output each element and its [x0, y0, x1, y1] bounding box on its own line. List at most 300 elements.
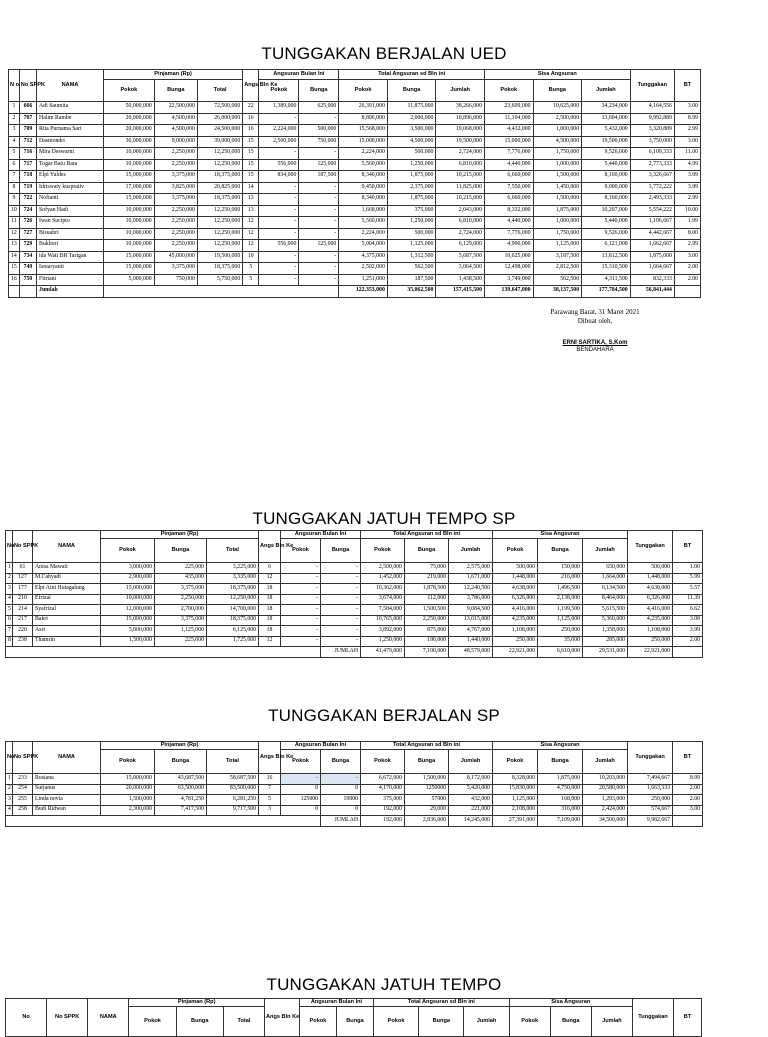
cell-total-angsuran-bunga: 2,000,000 — [387, 113, 436, 125]
cell-pinjaman-total: 18,375,000 — [197, 171, 242, 183]
col-bunga: Bunga — [154, 80, 197, 102]
total-total-angsuran-jumlah: 157,415,500 — [436, 286, 485, 298]
cell-pinjaman-bunga: 3,375,000 — [154, 263, 197, 275]
col-angsuran-bulan-ini: Angsuran Bulan Ini — [281, 531, 361, 539]
totals-row — [9, 286, 701, 298]
cell-angs-bln-ke: 12 — [243, 228, 259, 240]
cell-angsuran-pokok: 2,224,000 — [259, 125, 299, 137]
cell-row-nama: Halim Rambe — [37, 113, 104, 125]
cell-pinjaman-bunga: 63,500,000 — [155, 784, 207, 795]
totals-label: JUMLAH — [321, 647, 361, 658]
cell-pinjaman-bunga: 4,781,250 — [155, 795, 207, 806]
cell-sisa-bunga: 1,125,000 — [538, 615, 583, 626]
total-total-angsuran-bunga: 7,100,000 — [405, 647, 449, 658]
cell-row-no: 8 — [9, 182, 20, 194]
cell-row-nama: Rita Purnama Sari — [37, 125, 104, 137]
cell-angs-bln-ke: 15 — [243, 148, 259, 160]
cell-angsuran-pokok: - — [281, 605, 321, 616]
cell-sisa-bunga: 2,812,500 — [533, 263, 582, 275]
col-pinjaman: Pinjaman (Rp) — [101, 531, 259, 539]
cell-total-angsuran-jumlah: 9,084,500 — [449, 605, 493, 616]
cell-pinjaman-pokok: 3,000,000 — [101, 563, 155, 574]
cell-row-sppk: 734 — [19, 251, 36, 263]
cell-pinjaman-bunga: 2,250,000 — [154, 148, 197, 160]
cell-angs-bln-ke: 22 — [243, 102, 259, 114]
cell-pinjaman-bunga: 22,500,000 — [154, 102, 197, 114]
cell-sisa-bunga: 1,750,000 — [533, 228, 582, 240]
table-header — [6, 999, 702, 1037]
cell-sisa-bunga: 1,875,000 — [538, 774, 583, 785]
cell-pinjaman-total: 6,281,250 — [207, 795, 259, 806]
cell-angsuran-bunga: - — [321, 615, 361, 626]
col-sppk: No SPPK — [13, 742, 33, 774]
cell-sisa-pokok: 4,440,000 — [484, 217, 533, 229]
cell-row-nama: Iwan Sucipto — [37, 217, 104, 229]
cell-pinjaman-pokok: 15,000,000 — [101, 615, 155, 626]
cell-total-angsuran-pokok: 1,251,000 — [339, 274, 388, 286]
cell-sisa-pokok: 6,660,000 — [484, 171, 533, 183]
cell-sisa-jumlah: 650,000 — [583, 563, 628, 574]
col-nama: NAMA — [33, 531, 101, 563]
cell-pinjaman-total: 24,500,000 — [197, 125, 242, 137]
cell-pinjaman-pokok: 10,000,000 — [103, 240, 154, 252]
cell-angsuran-pokok: 556,000 — [259, 159, 299, 171]
cell-row-nama: Bakri — [33, 615, 101, 626]
cell-sisa-bunga: 250,000 — [538, 626, 583, 637]
cell-pinjaman-pokok: 10,000,000 — [103, 228, 154, 240]
cell-total-angsuran-bunga: 29,000 — [405, 805, 449, 816]
col-jumlah: Jumlah — [464, 1007, 509, 1037]
cell-sisa-jumlah: 1,293,000 — [583, 795, 628, 806]
cell-row-no: 13 — [9, 240, 20, 252]
cell-sisa-bunga: 168,000 — [538, 795, 583, 806]
cell-row-no: 16 — [9, 274, 20, 286]
cell-bt: 2.00 — [673, 636, 703, 647]
cell-row-sppk: 726 — [19, 217, 36, 229]
cell-tunggakan: 6,326,000 — [628, 594, 673, 605]
cell-angs-bln-ke: 18 — [259, 594, 281, 605]
cell-pinjaman-total: 12,250,000 — [197, 217, 242, 229]
cell-tunggakan: 3,772,222 — [630, 182, 674, 194]
cell-total-angsuran-jumlah: 3,064,500 — [436, 263, 485, 275]
signer-name: ERNI SARTIKA, S.Kom — [562, 339, 628, 346]
totals-row — [6, 816, 703, 827]
cell-total-angsuran-pokok: 15,568,000 — [339, 125, 388, 137]
cell-angsuran-bunga: 19000 — [321, 795, 361, 806]
cell-pinjaman-pokok: 15,000,000 — [101, 774, 155, 785]
cell-row-no: 15 — [9, 263, 20, 275]
cell-row-nama: Mira Deswarni — [37, 148, 104, 160]
cell-total-angsuran-jumlah: 10,215,000 — [436, 194, 485, 206]
cell-tunggakan: 3,326,667 — [630, 171, 674, 183]
cell-tunggakan: 2,493,333 — [630, 194, 674, 206]
col-pokok: Pokok — [129, 1007, 176, 1037]
total-sisa-bunga: 7,109,000 — [538, 816, 583, 827]
cell-bt: 3.99 — [674, 171, 700, 183]
col-total-angsuran: Total Angsuran sd Bln ini — [361, 531, 493, 539]
cell-bt: 3.00 — [673, 805, 703, 816]
cell-pinjaman-pokok: 30,000,000 — [103, 136, 154, 148]
cell-total-angsuran-pokok: 8,896,000 — [339, 113, 388, 125]
cell-angs-bln-ke: 18 — [259, 626, 281, 637]
cell-bt: 2.99 — [674, 125, 700, 137]
cell-empty — [673, 647, 703, 658]
cell-sisa-pokok: 11,104,000 — [484, 113, 533, 125]
cell-total-angsuran-pokok: 4,375,000 — [339, 251, 388, 263]
table-row — [6, 605, 703, 616]
cell-angsuran-bunga: - — [299, 113, 339, 125]
cell-sisa-pokok: 500,000 — [493, 563, 538, 574]
cell-sisa-pokok: 4,235,000 — [493, 615, 538, 626]
cell-pinjaman-bunga: 9,000,000 — [154, 136, 197, 148]
cell-total-angsuran-pokok: 3,674,000 — [361, 594, 405, 605]
cell-bt: 3.00 — [674, 251, 700, 263]
cell-row-no: 7 — [6, 626, 13, 637]
cell-sisa-bunga: 150,000 — [538, 563, 583, 574]
cell-pinjaman-bunga: 4,500,000 — [154, 125, 197, 137]
cell-sisa-jumlah: 5,440,000 — [582, 159, 631, 171]
table-row — [9, 228, 701, 240]
table-header — [6, 742, 703, 774]
cell-pinjaman-total: 19,500,000 — [197, 251, 242, 263]
col-nama: NAMA — [37, 70, 104, 102]
cell-row-nama: M.Cahyadi — [33, 573, 101, 584]
cell-angsuran-pokok: - — [259, 113, 299, 125]
cell-sisa-jumlah: 8,160,000 — [582, 194, 631, 206]
total-total-angsuran-bunga: 35,062,500 — [387, 286, 436, 298]
col-sisa-angsuran: Sisa Angsuran — [493, 742, 628, 750]
total-sisa-jumlah: 177,784,500 — [582, 286, 631, 298]
cell-total-angsuran-jumlah: 2,724,000 — [436, 148, 485, 160]
col-pokok: Pokok — [509, 1007, 550, 1037]
table-row — [6, 774, 703, 785]
table-header — [6, 531, 703, 563]
cell-row-sppk: 177 — [13, 584, 33, 595]
cell-sisa-jumlah: 10,207,000 — [582, 205, 631, 217]
cell-tunggakan: 1,448,000 — [628, 573, 673, 584]
cell-pinjaman-pokok: 10,000,000 — [103, 217, 154, 229]
col-no: N o — [9, 70, 20, 102]
cell-pinjaman-total: 18,375,000 — [207, 584, 259, 595]
section-title-jatuh-tempo-sp: TUNGGAKAN JATUH TEMPO SP — [252, 509, 516, 528]
cell-sisa-bunga: 35,000 — [538, 636, 583, 647]
table-row — [9, 148, 701, 160]
cell-sisa-jumlah: 20,580,000 — [583, 784, 628, 795]
cell-sisa-pokok: 3,749,000 — [484, 274, 533, 286]
cell-tunggakan: 1,663,333 — [628, 784, 673, 795]
cell-sisa-bunga: 1,199,500 — [538, 605, 583, 616]
cell-row-no: 4 — [6, 594, 13, 605]
cell-total-angsuran-pokok: 2,224,000 — [339, 228, 388, 240]
cell-total-angsuran-pokok: 10,362,000 — [361, 584, 405, 595]
cell-row-sppk: 729 — [19, 240, 36, 252]
cell-angsuran-bunga: - — [299, 251, 339, 263]
cell-pinjaman-bunga: 2,250,000 — [154, 205, 197, 217]
cell-angsuran-pokok: - — [259, 274, 299, 286]
cell-total-angsuran-jumlah: 12,240,500 — [449, 584, 493, 595]
cell-total-angsuran-pokok: 10,765,000 — [361, 615, 405, 626]
total-sisa-jumlah: 34,500,000 — [583, 816, 628, 827]
cell-empty — [6, 816, 321, 827]
cell-angsuran-bunga: - — [321, 605, 361, 616]
table-row — [6, 594, 703, 605]
cell-total-angsuran-bunga: 1,250,000 — [387, 159, 436, 171]
col-total: Total — [223, 1007, 264, 1037]
cell-row-nama: Syafrizal — [33, 605, 101, 616]
cell-total-angsuran-jumlah: 1,440,000 — [449, 636, 493, 647]
cell-row-no: 6 — [6, 615, 13, 626]
cell-bt: 2.99 — [674, 240, 700, 252]
total-total-angsuran-jumlah: 48,579,000 — [449, 647, 493, 658]
cell-pinjaman-pokok: 12,000,000 — [101, 605, 155, 616]
cell-row-no: 2 — [6, 784, 13, 795]
cell-angsuran-bunga: - — [299, 205, 339, 217]
col-jumlah: Jumlah — [583, 539, 628, 563]
cell-angsuran-bunga: - — [299, 182, 339, 194]
cell-pinjaman-pokok: 15,000,000 — [103, 194, 154, 206]
col-bt: BT — [673, 531, 703, 563]
col-bunga: Bunga — [321, 539, 361, 563]
cell-pinjaman-pokok: 2,300,000 — [101, 805, 155, 816]
cell-tunggakan: 500,000 — [628, 563, 673, 574]
cell-pinjaman-total: 3,225,000 — [207, 563, 259, 574]
cell-pinjaman-pokok: 15,000,000 — [103, 251, 154, 263]
cell-angs-bln-ke: 5 — [243, 263, 259, 275]
cell-row-sppk: 233 — [13, 774, 33, 785]
cell-total-angsuran-jumlah: 5,687,500 — [436, 251, 485, 263]
col-angsuran-bulan-ini: Angsuran Bulan Ini — [299, 999, 373, 1007]
col-pokok: Pokok — [299, 1007, 336, 1037]
col-bunga: Bunga — [405, 539, 449, 563]
cell-sisa-jumlah: 8,464,000 — [583, 594, 628, 605]
col-total: Total — [197, 80, 242, 102]
cell-angs-bln-ke: 12 — [259, 636, 281, 647]
table-row — [6, 636, 703, 647]
cell-total-angsuran-jumlah: 10,896,000 — [436, 113, 485, 125]
cell-row-no: 5 — [9, 148, 20, 160]
cell-angs-bln-ke: 16 — [259, 774, 281, 785]
cell-empty — [673, 816, 703, 827]
col-bunga: Bunga — [538, 539, 583, 563]
cell-bt: 2.00 — [674, 274, 700, 286]
cell-sisa-jumlah: 34,234,000 — [582, 102, 631, 114]
cell-sisa-pokok: 4,440,000 — [484, 159, 533, 171]
cell-angs-bln-ke: 15 — [243, 171, 259, 183]
cell-sisa-bunga: 562,500 — [533, 274, 582, 286]
cell-angsuran-pokok: - — [259, 263, 299, 275]
cell-total-angsuran-bunga: 11,875,000 — [387, 102, 436, 114]
col-pokok: Pokok — [103, 80, 154, 102]
cell-sisa-bunga: 1,000,000 — [533, 159, 582, 171]
total-sisa-pokok: 22,921,000 — [493, 647, 538, 658]
cell-tunggakan: 7,494,667 — [628, 774, 673, 785]
cell-sisa-bunga: 1,750,000 — [533, 148, 582, 160]
cell-angsuran-bunga: 0 — [321, 805, 361, 816]
cell-angs-bln-ke: 5 — [243, 274, 259, 286]
col-pokok: Pokok — [493, 750, 538, 774]
cell-angsuran-pokok: 1,389,000 — [259, 102, 299, 114]
cell-total-angsuran-bunga: 500,000 — [387, 228, 436, 240]
cell-total-angsuran-bunga: 1,875,000 — [387, 171, 436, 183]
cell-pinjaman-pokok: 1,500,000 — [101, 636, 155, 647]
cell-total-angsuran-bunga: 562,500 — [387, 263, 436, 275]
cell-total-angsuran-jumlah: 6,810,000 — [436, 159, 485, 171]
cell-pinjaman-bunga: 4,500,000 — [154, 113, 197, 125]
cell-pinjaman-bunga: 225,000 — [155, 636, 207, 647]
table-berjalan-sp — [5, 741, 703, 827]
made-by-label: Dibuat oleh, — [577, 316, 613, 325]
total-total-angsuran-pokok: 41,479,000 — [361, 647, 405, 658]
cell-angs-bln-ke: 3 — [259, 805, 281, 816]
col-jumlah: Jumlah — [582, 80, 631, 102]
cell-bt: 2.00 — [674, 263, 700, 275]
cell-bt: 6.62 — [673, 605, 703, 616]
cell-angsuran-pokok: - — [281, 563, 321, 574]
cell-row-sppk: 220 — [13, 626, 33, 637]
cell-row-sppk: 709 — [19, 125, 36, 137]
cell-pinjaman-total: 12,250,000 — [197, 228, 242, 240]
cell-tunggakan: 6,109,333 — [630, 148, 674, 160]
col-pokok: Pokok — [101, 750, 155, 774]
cell-angsuran-bunga: - — [321, 573, 361, 584]
cell-row-no: 1 — [9, 102, 20, 114]
cell-sisa-jumlah: 1,358,000 — [583, 626, 628, 637]
cell-pinjaman-total: 12,250,000 — [197, 205, 242, 217]
col-bunga: Bunga — [419, 1007, 464, 1037]
cell-row-nama: Efrizal — [33, 594, 101, 605]
cell-angsuran-bunga: - — [321, 584, 361, 595]
cell-sisa-pokok: 6,326,000 — [493, 594, 538, 605]
cell-sisa-pokok: 250,000 — [493, 636, 538, 647]
cell-sisa-pokok: 4,432,000 — [484, 125, 533, 137]
col-angs-bln-ke: Angs Bln Ke — [265, 999, 300, 1037]
cell-row-nama: Dasmondri — [37, 136, 104, 148]
col-bt: BT — [674, 70, 700, 102]
cell-total-angsuran-bunga: 375,000 — [387, 205, 436, 217]
cell-sisa-pokok: 4,996,000 — [484, 240, 533, 252]
cell-total-angsuran-bunga: 1,312,500 — [387, 251, 436, 263]
cell-row-nama: Budi Ridwan — [33, 805, 101, 816]
cell-total-angsuran-pokok: 1,452,000 — [361, 573, 405, 584]
cell-angsuran-pokok: - — [259, 217, 299, 229]
cell-sisa-bunga: 1,125,000 — [533, 240, 582, 252]
col-bunga: Bunga — [405, 750, 449, 774]
cell-sisa-jumlah: 1,664,000 — [583, 573, 628, 584]
col-sppk: No SPPK — [13, 531, 33, 563]
cell-bt: 2.00 — [673, 784, 703, 795]
cell-angsuran-bunga: 750,000 — [299, 136, 339, 148]
cell-tunggakan: 5,554,222 — [630, 205, 674, 217]
col-total: Total — [207, 750, 259, 774]
col-pokok: Pokok — [493, 539, 538, 563]
cell-pinjaman-bunga: 435,000 — [155, 573, 207, 584]
cell-sisa-pokok: 1,125,000 — [493, 795, 538, 806]
cell-total-angsuran-jumlah: 5,420,000 — [449, 784, 493, 795]
cell-pinjaman-pokok: 2,900,000 — [101, 573, 155, 584]
cell-sisa-pokok: 7,776,000 — [484, 148, 533, 160]
cell-angs-bln-ke: 16 — [243, 125, 259, 137]
cell-angsuran-pokok: - — [259, 228, 299, 240]
cell-angsuran-pokok: 834,000 — [259, 171, 299, 183]
cell-angs-bln-ke: 13 — [243, 194, 259, 206]
cell-sisa-pokok: 7,550,000 — [484, 182, 533, 194]
table-header — [9, 70, 701, 102]
cell-sisa-pokok: 2,108,000 — [493, 805, 538, 816]
cell-tunggakan: 9,992,889 — [630, 113, 674, 125]
col-jumlah: Jumlah — [583, 750, 628, 774]
total-total-angsuran-pokok: 192,000 — [361, 816, 405, 827]
cell-total-angsuran-jumlah: 3,786,000 — [449, 594, 493, 605]
cell-row-nama: Anisa Mawati — [33, 563, 101, 574]
cell-total-angsuran-pokok: 5,560,000 — [339, 159, 388, 171]
cell-row-no: 3 — [6, 584, 13, 595]
cell-tunggakan: 4,416,000 — [628, 605, 673, 616]
cell-sisa-pokok: 4,638,000 — [493, 584, 538, 595]
table-row — [9, 240, 701, 252]
table-row — [9, 113, 701, 125]
cell-total-angsuran-jumlah: 2,724,000 — [436, 228, 485, 240]
cell-row-sppk: 255 — [13, 795, 33, 806]
cell-total-angsuran-jumlah: 2,575,000 — [449, 563, 493, 574]
col-tunggakan: Tunggakan — [632, 999, 673, 1037]
cell-row-no: 9 — [9, 194, 20, 206]
col-tunggakan: Tunggakan — [630, 70, 674, 102]
table-body — [6, 563, 703, 658]
cell-angs-bln-ke: 5 — [259, 795, 281, 806]
table-row — [9, 125, 701, 137]
table-jatuh-tempo — [5, 998, 702, 1037]
table-row — [9, 251, 701, 263]
cell-row-sppk: 722 — [19, 194, 36, 206]
cell-pinjaman-total: 12,250,000 — [197, 159, 242, 171]
cell-row-nama: Adi Saumita — [37, 102, 104, 114]
cell-row-nama: Bisuabri — [37, 228, 104, 240]
cell-pinjaman-total: 18,375,000 — [207, 615, 259, 626]
cell-pinjaman-bunga: 2,250,000 — [154, 159, 197, 171]
cell-angs-bln-ke: 12 — [259, 573, 281, 584]
cell-sisa-pokok: 10,625,000 — [484, 251, 533, 263]
cell-row-sppk: 254 — [13, 784, 33, 795]
col-jumlah: Jumlah — [591, 1007, 632, 1037]
cell-row-sppk: 750 — [19, 274, 36, 286]
cell-angsuran-bunga: 0 — [321, 784, 361, 795]
col-total-angsuran: Total Angsuran sd Bln ini — [361, 742, 493, 750]
cell-row-sppk: 214 — [13, 605, 33, 616]
cell-angs-bln-ke: 7 — [259, 784, 281, 795]
table-row — [9, 136, 701, 148]
cell-sisa-jumlah: 6,121,000 — [582, 240, 631, 252]
cell-tunggakan: 250,000 — [628, 795, 673, 806]
total-total-angsuran-bunga: 2,836,000 — [405, 816, 449, 827]
cell-row-nama: Elpi Yuldes — [37, 171, 104, 183]
cell-pinjaman-total: 58,687,500 — [207, 774, 259, 785]
col-angsuran-bulan-ini: Angsuran Bulan Ini — [259, 70, 339, 80]
cell-total-angsuran-jumlah: 221,000 — [449, 805, 493, 816]
cell-pinjaman-pokok: 17,000,000 — [103, 182, 154, 194]
table-row — [9, 182, 701, 194]
table-row — [9, 217, 701, 229]
cell-total-angsuran-bunga: 112,000 — [405, 594, 449, 605]
cell-pinjaman-bunga: 3,825,000 — [154, 182, 197, 194]
cell-total-angsuran-jumlah: 8,172,000 — [449, 774, 493, 785]
table-body — [6, 774, 703, 827]
cell-total-angsuran-jumlah: 6,129,000 — [436, 240, 485, 252]
cell-pinjaman-pokok: 20,000,000 — [101, 784, 155, 795]
cell-pinjaman-total: 26,000,000 — [197, 113, 242, 125]
col-pokok: Pokok — [281, 539, 321, 563]
cell-total-angsuran-jumlah: 19,500,000 — [436, 136, 485, 148]
cell-sisa-jumlah: 13,604,000 — [582, 113, 631, 125]
